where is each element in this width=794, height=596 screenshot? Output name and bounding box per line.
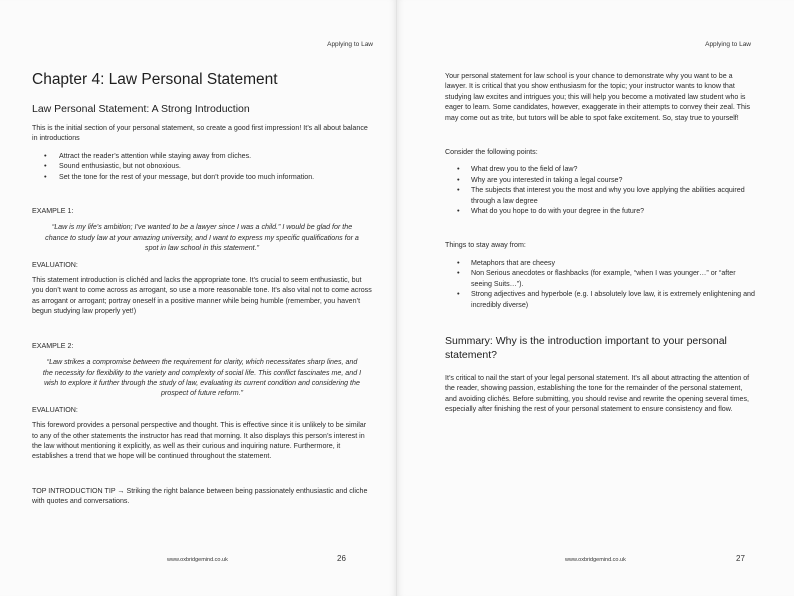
evaluation-1-text: This statement introduction is clichéd and lacks the appropriate tone. It’s crucial to seem enthusiastic, but you don’t want to come across as arrogant, so use a more reasonable tone. It’s also vital not to come across as arrogant or arrogant; portray oneself in a positive manner while being humble (remember, you haven’t begun studying law properly yet!): [32, 276, 372, 316]
evaluation-1-label: EVALUATION:: [32, 260, 78, 269]
list-item: • Metaphors that are cheesy: [445, 258, 755, 268]
page-content: [445, 71, 755, 415]
list-item: • Strong adjectives and hyperbole (e.g. I absolutely love law, it is extremely enlightening and incredibly diverse): [445, 289, 755, 310]
evaluation-2-label: EVALUATION:: [32, 405, 78, 414]
page-content: [32, 70, 372, 507]
list-item: • Non Serious anecdotes or flashbacks (for example, “when I was younger…” or “after seeing Suits…”).: [445, 268, 755, 289]
list-item: • Sound enthusiastic, but not obnoxious.: [32, 161, 372, 171]
top-tip: TOP INTRODUCTION TIP → Striking the right balance between being passionately enthusiastic and cliche with quotes and conversations.: [32, 486, 368, 506]
consider-bullet-list: [445, 164, 755, 216]
page-number: 26: [337, 554, 346, 563]
intro-bullet-list: [32, 151, 372, 182]
intro-paragraph: This is the initial section of your personal statement, so create a good first impression! It’s all about balance in introductions: [32, 124, 368, 143]
footer-url: www.oxbridgemind.co.uk: [565, 557, 626, 563]
list-item: • What drew you to the field of law?: [445, 164, 755, 174]
list-item: • Set the tone for the rest of your message, but don’t provide too much information.: [32, 172, 372, 182]
page-right: [397, 0, 794, 596]
summary-text: It’s critical to nail the start of your legal personal statement. It’s all about attracting the attention of the reader, showing passion, establishing the tone for the remainder of the personal statement, and avoiding clichés. Before submitting, you should revise and rewrite the opening several times, especially after finishing the rest of your personal statement to ensure consistency and flow.: [445, 373, 750, 414]
footer-url: www.oxbridgemind.co.uk: [167, 557, 228, 563]
running-header: Applying to Law: [705, 41, 751, 48]
avoid-bullet-list: [445, 258, 755, 310]
list-item: • What do you hope to do with your degree in the future?: [445, 206, 755, 216]
list-item: • The subjects that interest you the most and why you love applying the abilities acquired through a law degree: [445, 185, 755, 206]
avoid-heading: Things to stay away from:: [445, 241, 526, 250]
evaluation-2-text: This foreword provides a personal perspective and thought. This is effective since it is unlikely to be similar to any of the other statements the instructor has read that morning. It also displays this person’s interest in the law without mentioning it explicitly, as well as their curious and inquiring nature. Furthermore, it establishes a trend that we hope will be continued throughout the statement.: [32, 421, 367, 461]
example-2-quote: “Law strikes a compromise between the requirement for clarity, which necessitates sharp lines, and the necessity for flexibility to the variety and complexity of social life. This conflict fascinates me, and I wish to explore it further through the study of law, evaluating its current condition and considering the prospect of future reform.”: [42, 358, 362, 398]
example-1-quote: “Law is my life’s ambition; I’ve wanted to be a lawyer since I was a child.” I would be glad for the chance to study law at your amazing university, and I want to express my specific qualifications for a spot in law school in this statement.”: [45, 223, 359, 253]
consider-heading: Consider the following points:: [445, 148, 538, 157]
chapter-title: Chapter 4: Law Personal Statement: [32, 71, 278, 88]
running-header: Applying to Law: [327, 41, 373, 48]
list-item: • Why are you interested in taking a legal course?: [445, 175, 755, 185]
list-item: • Attract the reader’s attention while staying away from cliches.: [32, 151, 372, 161]
example-1-label: EXAMPLE 1:: [32, 207, 74, 216]
example-2-label: EXAMPLE 2:: [32, 341, 74, 350]
summary-title: Summary: Why is the introduction important to your personal statement?: [445, 334, 727, 361]
intro-paragraph: Your personal statement for law school is your chance to demonstrate why you want to be a lawyer. It is critical that you show enthusiasm for the topic; your instructor wants to know that studying law excites and intrigues you; this will help you become a motivated law student who is eager to learn. Some candidates, however, exaggerate in their attempts to convey their zeal. This may come out as trite, but tutors will be able to spot fake excitement. So, stay true to yourself!: [445, 72, 751, 122]
page-number: 27: [736, 554, 745, 563]
section-title: Law Personal Statement: A Strong Introduction: [32, 103, 250, 115]
